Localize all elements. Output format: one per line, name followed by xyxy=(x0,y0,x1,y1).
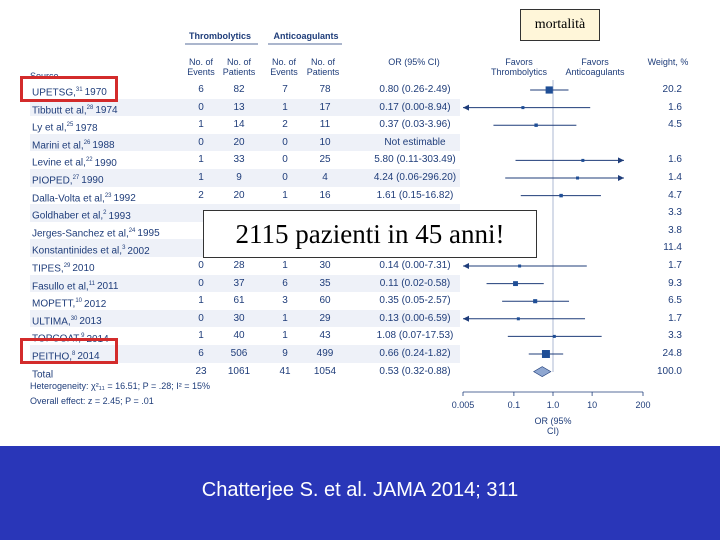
weight-percent: 3.3 xyxy=(668,330,682,342)
study-name: PEITHO, xyxy=(32,351,73,363)
mortalita-label: mortalità xyxy=(520,9,600,41)
effect-marker xyxy=(521,106,524,109)
study-year: 1990 xyxy=(81,175,104,187)
study-ref: 10 xyxy=(75,298,83,305)
thrombolytic-patients: 33 xyxy=(233,154,245,166)
anticoagulant-patients: 16 xyxy=(319,189,331,201)
odds-ratio: 0.11 (0.02-0.58) xyxy=(379,277,451,289)
effect-marker xyxy=(533,299,537,303)
thrombolytic-events: 0 xyxy=(198,277,204,289)
weight-percent: 1.6 xyxy=(668,101,682,113)
study-ref: 25 xyxy=(66,122,74,129)
heterogeneity-text: Heterogeneity: χ²₁₁ = 16.51; P = .28; I² = 15% xyxy=(30,381,210,391)
anticoagulant-events: 7 xyxy=(282,84,288,95)
anticoagulant-patients: 4 xyxy=(322,172,328,183)
anticoagulants-header: Anticoagulants xyxy=(273,31,339,41)
axis-title: OR (95% CI) xyxy=(534,416,572,436)
study-ref: 23 xyxy=(104,192,112,199)
t-patients-col-header: No. of Patients xyxy=(222,57,256,77)
odds-ratio: 0.53 (0.32-0.88) xyxy=(379,365,451,377)
weight-percent: 3.3 xyxy=(668,207,682,219)
study-year: 1974 xyxy=(95,104,118,116)
effect-marker xyxy=(542,350,550,358)
or-col-header: OR (95% CI) xyxy=(388,57,440,67)
anticoagulant-events: 1 xyxy=(282,101,288,113)
weight-percent: 1.4 xyxy=(668,172,682,183)
weight-percent: 4.5 xyxy=(668,119,682,131)
anticoagulant-patients: 35 xyxy=(319,277,331,289)
thrombolytic-events: 0 xyxy=(198,312,204,324)
study-name: TOPCOAT, xyxy=(32,333,82,345)
study-year: 1988 xyxy=(92,140,115,152)
study-ref: 24 xyxy=(128,227,136,234)
anticoagulant-patients: 1054 xyxy=(313,365,337,377)
anticoagulant-patients: 78 xyxy=(319,84,331,95)
anticoagulant-patients: 60 xyxy=(319,295,331,307)
thrombolytic-patients: 14 xyxy=(233,119,245,131)
highlight-peitho xyxy=(20,338,118,364)
study-year: 1992 xyxy=(113,192,136,204)
weight-percent: 4.7 xyxy=(668,189,682,201)
effect-marker xyxy=(559,194,562,197)
anticoagulant-patients: 499 xyxy=(316,348,334,359)
thrombolytic-events: 6 xyxy=(198,84,204,95)
x-tick-label: 0.005 xyxy=(451,400,475,410)
ci-arrow-left xyxy=(463,105,469,111)
odds-ratio: Not estimable xyxy=(384,136,446,148)
odds-ratio: 0.14 (0.00-7.31) xyxy=(379,260,451,271)
study-year: 2014 xyxy=(77,351,100,363)
thrombolytic-patients: 61 xyxy=(233,295,245,307)
thrombolytic-patients: 40 xyxy=(233,330,245,342)
study-ref: 26 xyxy=(83,139,91,146)
odds-ratio: 0.37 (0.03-3.96) xyxy=(379,119,451,131)
effect-marker xyxy=(517,317,520,320)
study-ref: 31 xyxy=(75,87,83,93)
weight-percent: 11.4 xyxy=(663,242,682,254)
anticoagulant-events: 1 xyxy=(282,260,288,271)
thrombolytic-events: 1 xyxy=(198,119,204,131)
x-tick-label: 200 xyxy=(635,400,651,410)
study-name: Total xyxy=(32,368,54,380)
weight-percent: 3.8 xyxy=(668,224,682,236)
patients-callout: 2115 pazienti in 45 anni! xyxy=(203,210,537,258)
ci-arrow-left xyxy=(463,316,469,322)
x-tick-label: 0.1 xyxy=(507,400,521,410)
thrombolytic-events: 6 xyxy=(198,348,204,359)
favors-anticoagulants-header: Favors Anticoagulants xyxy=(565,57,625,77)
study-name: ULTIMA, xyxy=(32,316,71,328)
weight-percent: 1.6 xyxy=(668,154,682,166)
effect-marker xyxy=(576,177,579,180)
study-name: Marini et al, xyxy=(32,140,84,152)
study-year: 1978 xyxy=(75,122,98,134)
anticoagulant-events: 6 xyxy=(282,277,288,289)
thrombolytic-patients: 20 xyxy=(233,189,245,201)
study-name: MOPETT, xyxy=(32,298,76,310)
study-name: Ly et al, xyxy=(32,122,67,134)
ci-arrow-right xyxy=(618,175,624,181)
odds-ratio: 4.24 (0.06-296.20) xyxy=(373,172,457,183)
odds-ratio: 1.61 (0.15-16.82) xyxy=(376,189,454,201)
thrombolytic-patients: 20 xyxy=(233,136,245,148)
study-ref: 3 xyxy=(122,245,126,252)
study-ref: 28 xyxy=(86,104,94,111)
study-ref: 30 xyxy=(70,315,78,322)
thrombolytics-header: Thrombolytics xyxy=(188,31,251,41)
study-ref: 29 xyxy=(63,263,71,269)
total-diamond xyxy=(534,367,551,377)
ci-arrow-right xyxy=(618,157,624,163)
x-tick-label: 10 xyxy=(587,400,598,410)
thrombolytic-patients: 1061 xyxy=(227,365,251,377)
anticoagulant-events: 41 xyxy=(279,365,291,377)
study-name: PIOPED, xyxy=(32,175,73,187)
odds-ratio: 1.08 (0.07-17.53) xyxy=(376,330,454,342)
study-year: 1970 xyxy=(84,87,107,99)
thrombolytic-events: 0 xyxy=(198,136,204,148)
anticoagulant-events: 0 xyxy=(282,136,288,148)
study-year: 1995 xyxy=(137,228,160,240)
study-year: 1993 xyxy=(108,210,131,222)
thrombolytic-patients: 506 xyxy=(230,348,248,359)
thrombolytic-events: 1 xyxy=(198,172,204,183)
anticoagulant-patients: 43 xyxy=(319,330,331,342)
weight-percent: 1.7 xyxy=(668,312,682,324)
study-name: Levine et al, xyxy=(32,157,86,169)
ci-arrow-left xyxy=(463,263,469,269)
weight-percent: 20.2 xyxy=(662,84,682,95)
study-ref: 2 xyxy=(103,210,107,217)
odds-ratio: 0.80 (0.26-2.49) xyxy=(379,84,451,95)
anticoagulant-events: 2 xyxy=(282,119,288,131)
weight-percent: 6.5 xyxy=(668,295,682,307)
anticoagulant-events: 0 xyxy=(282,154,288,166)
anticoagulant-events: 1 xyxy=(282,330,288,342)
study-ref: 11 xyxy=(88,280,95,287)
study-ref: 9 xyxy=(81,333,85,340)
thrombolytic-patients: 82 xyxy=(233,84,245,95)
a-events-col-header: No. of Events xyxy=(270,57,298,77)
anticoagulant-events: 1 xyxy=(282,189,288,201)
anticoagulant-patients: 17 xyxy=(319,101,331,113)
effect-marker xyxy=(581,159,584,162)
favors-thrombolytics-header: Favors Thrombolytics xyxy=(490,57,547,77)
thrombolytic-events: 23 xyxy=(195,365,207,377)
study-year: 1990 xyxy=(94,157,117,169)
thrombolytic-patients: 9 xyxy=(236,172,242,183)
study-name: Konstantinides et al, xyxy=(32,245,123,257)
weight-percent: 1.7 xyxy=(668,260,682,271)
study-year: 2013 xyxy=(79,316,102,328)
anticoagulant-patients: 30 xyxy=(319,260,331,271)
source-col-header: Source xyxy=(30,71,59,81)
t-events-col-header: No. of Events xyxy=(187,57,215,77)
thrombolytic-events: 0 xyxy=(198,101,204,113)
study-year: 2002 xyxy=(127,245,150,257)
study-year: 2010 xyxy=(72,263,95,275)
study-name: Goldhaber et al, xyxy=(32,210,104,222)
study-year: 2011 xyxy=(96,280,119,292)
study-ref: 8 xyxy=(72,351,76,357)
thrombolytic-events: 1 xyxy=(198,154,204,166)
thrombolytic-events: 1 xyxy=(198,295,204,307)
study-ref: 27 xyxy=(72,175,80,181)
overall-effect-text: Overall effect: z = 2.45; P = .01 xyxy=(30,396,154,406)
highlight-upetsg xyxy=(20,76,118,102)
footer-band xyxy=(0,446,720,540)
study-year: 2014 xyxy=(86,333,109,345)
thrombolytic-events: 2 xyxy=(198,189,204,201)
effect-marker xyxy=(553,335,556,338)
thrombolytic-patients: 37 xyxy=(233,277,245,289)
thrombolytic-patients: 28 xyxy=(233,260,245,271)
anticoagulant-events: 3 xyxy=(282,295,288,307)
anticoagulant-patients: 11 xyxy=(319,119,331,131)
odds-ratio: 0.13 (0.00-6.59) xyxy=(379,312,451,324)
thrombolytic-patients: 30 xyxy=(233,312,245,324)
thrombolytic-patients: 13 xyxy=(233,101,245,113)
footer-citation: Chatterjee S. et al. JAMA 2014; 311 xyxy=(201,479,519,501)
study-ref: 22 xyxy=(85,157,93,164)
anticoagulant-events: 1 xyxy=(282,312,288,324)
anticoagulant-patients: 10 xyxy=(319,136,331,148)
study-name: TIPES, xyxy=(32,263,64,275)
odds-ratio: 0.66 (0.24-1.82) xyxy=(379,348,451,359)
effect-marker xyxy=(534,124,537,127)
weight-percent: 9.3 xyxy=(668,277,682,289)
odds-ratio: 0.35 (0.05-2.57) xyxy=(379,295,451,307)
study-name: Fasullo et al, xyxy=(32,280,89,292)
anticoagulant-events: 0 xyxy=(282,172,288,183)
thrombolytic-events: 0 xyxy=(198,260,204,271)
a-patients-col-header: No. of Patients xyxy=(306,57,340,77)
effect-marker xyxy=(546,86,553,93)
effect-marker xyxy=(513,281,518,286)
study-name: Dalla-Volta et al, xyxy=(32,192,105,204)
anticoagulant-patients: 25 xyxy=(319,154,331,166)
study-name: UPETSG, xyxy=(32,87,76,99)
weight-percent: 24.8 xyxy=(662,348,682,359)
study-name: Jerges-Sanchez et al, xyxy=(32,228,129,240)
weight-col-header: Weight, % xyxy=(647,57,689,67)
effect-marker xyxy=(518,265,521,268)
weight-percent: 100.0 xyxy=(656,365,682,377)
anticoagulant-patients: 29 xyxy=(319,312,331,324)
study-year: 2012 xyxy=(84,298,107,310)
odds-ratio: 5.80 (0.11-303.49) xyxy=(374,154,456,166)
x-tick-label: 1.0 xyxy=(546,400,560,410)
odds-ratio: 0.17 (0.00-8.94) xyxy=(379,101,451,113)
thrombolytic-events: 1 xyxy=(198,330,204,342)
study-name: Tibbutt et al, xyxy=(32,104,87,116)
anticoagulant-events: 9 xyxy=(282,348,288,359)
